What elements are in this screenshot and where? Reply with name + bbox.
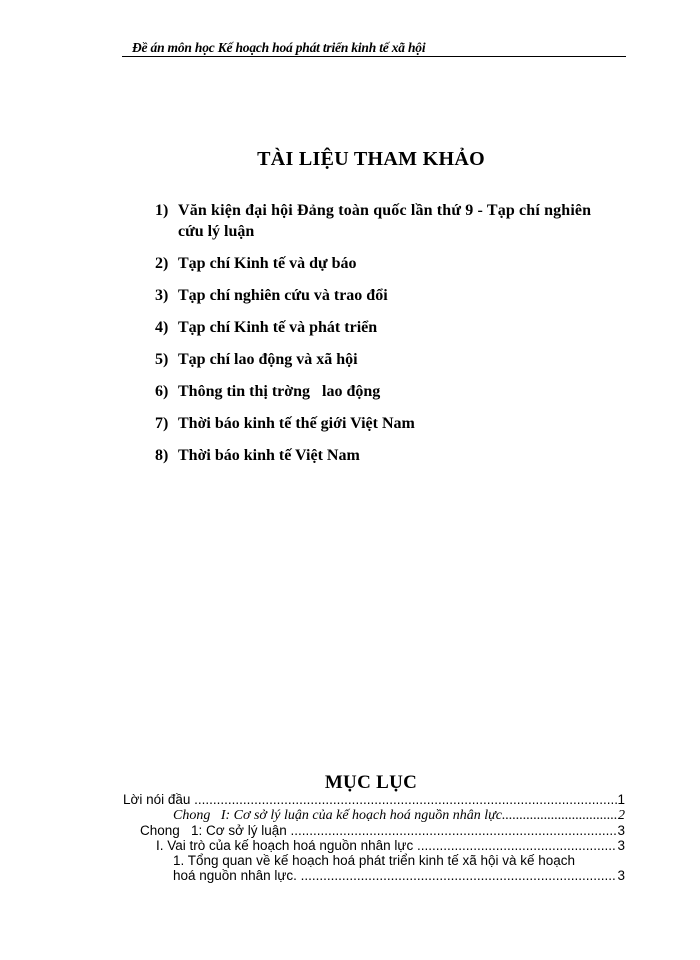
- reference-text: Tạp chí nghiên cứu và trao đổi: [178, 287, 388, 304]
- reference-text: Thời báo kinh tế Việt Nam: [178, 447, 360, 464]
- toc-leader: [301, 868, 618, 883]
- header-text: Đề án môn học Kế hoạch hoá phát triển kinh tế xã hội: [132, 40, 426, 55]
- reference-item: [155, 445, 625, 466]
- toc-page-number: 2: [618, 808, 625, 823]
- reference-number: 5): [155, 351, 169, 368]
- page-header: [122, 38, 626, 57]
- toc-entry[interactable]: [140, 823, 625, 838]
- reference-number: 3): [155, 287, 169, 304]
- reference-number: 6): [155, 383, 169, 400]
- reference-item: [155, 413, 625, 434]
- toc-leader: [417, 838, 618, 853]
- toc-entry-line1[interactable]: 1. Tổng quan về kế hoạch hoá phát triển kinh tế xã hội và kế hoạch: [173, 853, 576, 868]
- references-title: TÀI LIỆU THAM KHẢO: [257, 148, 485, 170]
- toc-page-number: 3: [617, 868, 625, 883]
- toc-leader: [194, 792, 617, 807]
- toc-page-number: 3: [617, 838, 625, 853]
- toc-leader: [291, 823, 618, 838]
- toc-entry-text: Chong 1: Cơ sở lý luận: [140, 823, 291, 838]
- reference-number: 7): [155, 415, 169, 432]
- toc-page-number: 1: [617, 792, 625, 807]
- toc-entry-text: Lời nói đầu: [123, 792, 195, 807]
- reference-text: Thời báo kinh tế thế giới Việt Nam: [178, 415, 415, 432]
- reference-item: [155, 200, 625, 242]
- toc-entry-text: Chong I: Cơ sở lý luận của kế hoạch hoá nguồn nhân lực: [173, 808, 502, 823]
- reference-item: [155, 285, 625, 306]
- reference-text: Tạp chí lao động và xã hội: [178, 351, 358, 368]
- toc-title: MỤC LỤC: [324, 772, 418, 793]
- reference-number: 2): [155, 255, 169, 272]
- toc-entry-text: I. Vai trò của kế hoạch hoá nguồn nhân lực: [156, 838, 417, 853]
- toc-entry[interactable]: [156, 838, 625, 853]
- toc-entry[interactable]: [123, 792, 625, 807]
- reference-number: 8): [155, 447, 169, 464]
- toc-entry-text: hoá nguồn nhân lực.: [173, 868, 301, 883]
- reference-item: [155, 349, 625, 370]
- toc-entry[interactable]: [173, 868, 625, 883]
- reference-text-line2: cứu lý luận: [178, 223, 255, 240]
- reference-text: Thông tin thị trờng lao động: [178, 383, 381, 400]
- reference-list: [155, 200, 625, 466]
- reference-number: 4): [155, 319, 169, 336]
- reference-text: Tạp chí Kinh tế và dự báo: [178, 255, 357, 272]
- reference-text-line1: Văn kiện đại hội Đảng toàn quốc lần thứ 9 - Tạp chí nghiên: [178, 202, 592, 219]
- reference-item: [155, 381, 625, 402]
- toc-entry[interactable]: [173, 808, 625, 823]
- toc-page-number: 3: [617, 823, 625, 838]
- reference-item: [155, 253, 625, 274]
- reference-text: Tạp chí Kinh tế và phát triển: [178, 319, 378, 336]
- reference-item: [155, 317, 625, 338]
- reference-number: 1): [155, 202, 169, 219]
- toc-leader: [502, 808, 618, 823]
